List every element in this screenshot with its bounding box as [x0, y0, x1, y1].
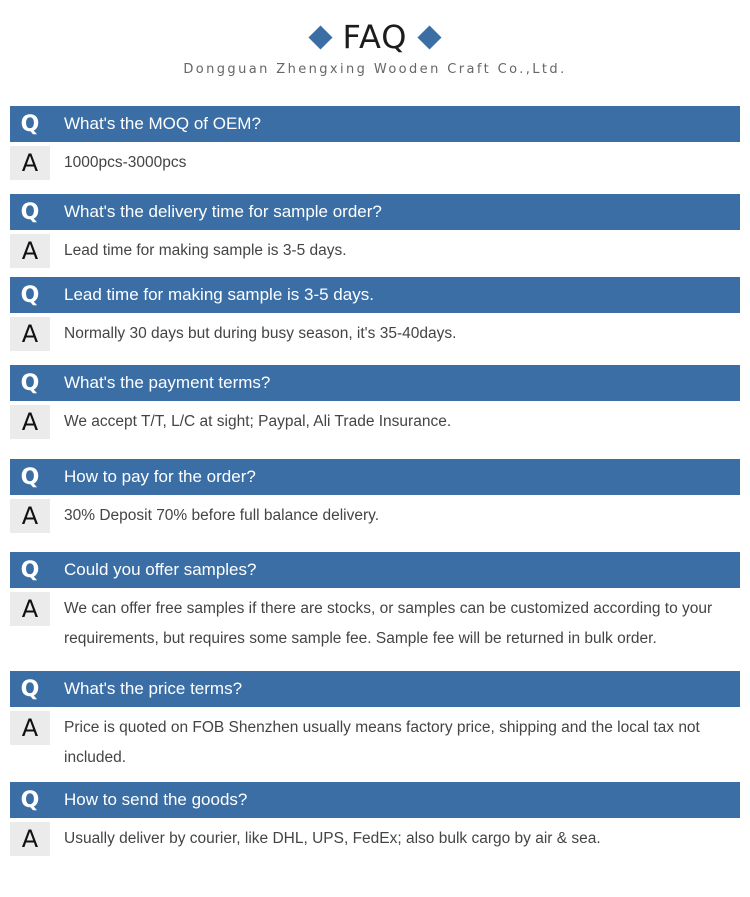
faq-header	[0, 14, 750, 60]
faq-question-4	[10, 365, 740, 401]
question-label: Q	[20, 787, 40, 813]
answer-label: A	[10, 822, 50, 856]
faq-question-7	[10, 671, 740, 707]
answer-label: A	[10, 146, 50, 180]
question-label: Q	[20, 676, 40, 702]
answer-label: A	[10, 234, 50, 268]
question-text: How to send the goods?	[64, 790, 248, 809]
faq-question-8	[10, 782, 740, 818]
faq-question-3	[10, 277, 740, 313]
question-label: Q	[20, 199, 40, 225]
answer-text: Lead time for making sample is 3-5 days.	[64, 242, 347, 259]
answer-text: We can offer free samples if there are stocks, or samples can be customized according to your requirements, but requires some sample fee. Sample fee will be returned in bulk order.	[64, 600, 713, 647]
question-text: What's the MOQ of OEM?	[64, 114, 261, 133]
answer-label: A	[10, 405, 50, 439]
answer-text: Normally 30 days but during busy season, it's 35-40days.	[64, 325, 457, 342]
question-text: Lead time for making sample is 3-5 days.	[64, 285, 374, 304]
question-text: Could you offer samples?	[64, 560, 257, 579]
faq-question-6	[10, 552, 740, 588]
answer-label: A	[10, 711, 50, 745]
question-label: Q	[20, 557, 40, 583]
diamond-icon-left	[308, 25, 332, 49]
answer-text: Price is quoted on FOB Shenzhen usually means factory price, shipping and the local tax not included.	[64, 719, 700, 766]
answer-label: A	[10, 592, 50, 626]
question-text: What's the payment terms?	[64, 373, 271, 392]
faq-question-5	[10, 459, 740, 495]
question-label: Q	[20, 464, 40, 490]
diamond-icon-right	[418, 25, 442, 49]
question-text: What's the delivery time for sample order?	[64, 202, 382, 221]
answer-text: We accept T/T, L/C at sight; Paypal, Ali Trade Insurance.	[64, 413, 452, 430]
answer-text: Usually deliver by courier, like DHL, UPS, FedEx; also bulk cargo by air & sea.	[64, 830, 601, 847]
question-label: Q	[20, 282, 40, 308]
answer-text: 30% Deposit 70% before full balance delivery.	[64, 507, 380, 524]
question-text: What's the price terms?	[64, 679, 243, 698]
company-subtitle: Dongguan Zhengxing Wooden Craft Co.,Ltd.	[183, 62, 567, 77]
answer-label: A	[10, 499, 50, 533]
question-label: Q	[20, 111, 40, 137]
question-label: Q	[20, 370, 40, 396]
answer-label: A	[10, 317, 50, 351]
question-text: How to pay for the order?	[64, 467, 256, 486]
answer-text: 1000pcs-3000pcs	[64, 154, 187, 171]
faq-question-2	[10, 194, 740, 230]
faq-question-1	[10, 106, 740, 142]
page-title: FAQ	[342, 18, 408, 56]
